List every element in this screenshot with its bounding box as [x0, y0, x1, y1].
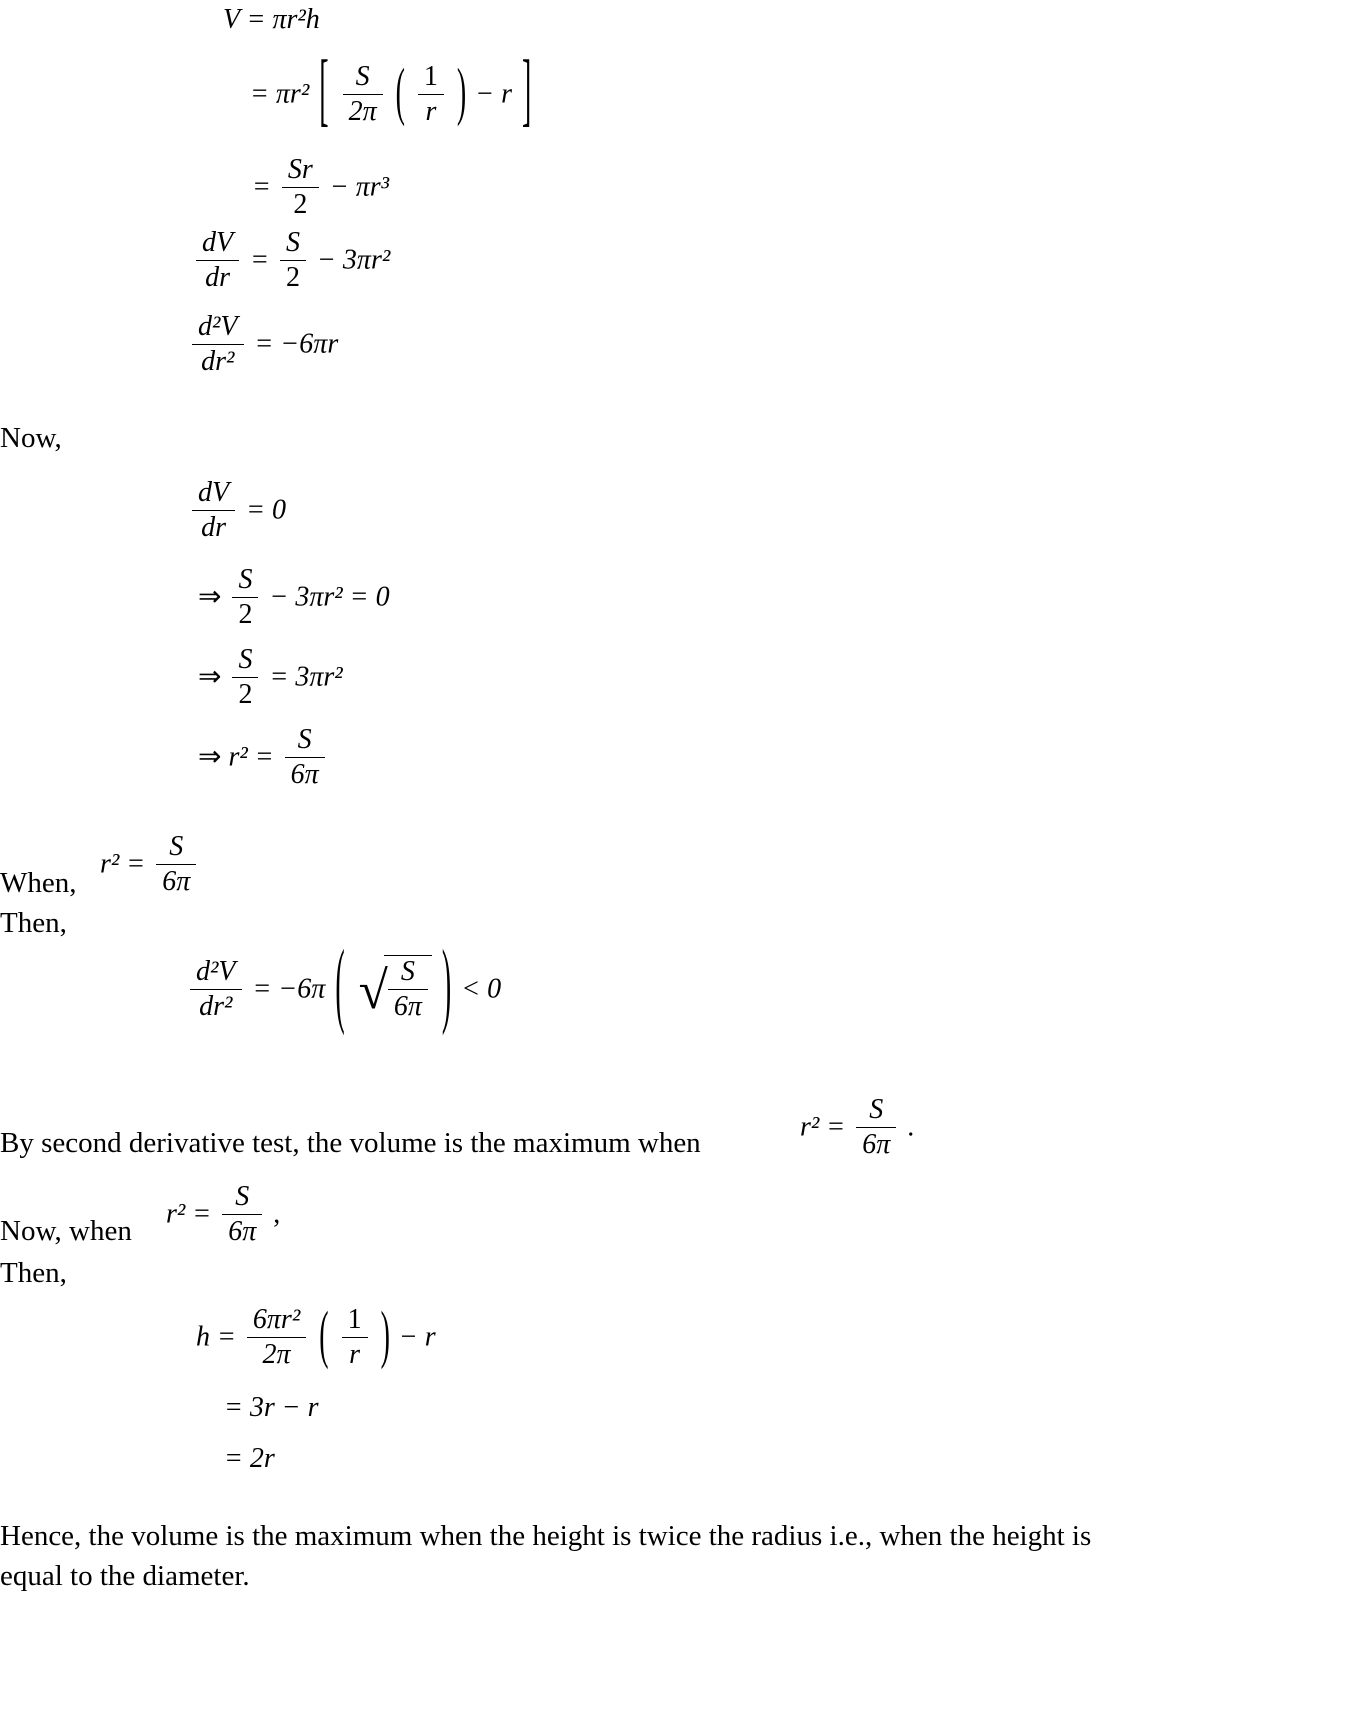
equation-inline-r-squared-2 [166, 1182, 280, 1250]
fraction-denominator: 6π [290, 758, 319, 790]
comma: , [273, 1198, 281, 1230]
fraction-numerator: S [285, 723, 325, 758]
fraction-s-over-2 [232, 643, 258, 711]
fraction-numerator: S [388, 955, 428, 990]
square-root [355, 955, 432, 1025]
text-when-label: When, [0, 867, 77, 899]
left-bracket: [ [319, 46, 329, 137]
fraction-denominator: 6π [393, 990, 422, 1022]
fraction-dv-over-dr [196, 226, 239, 294]
fraction-numerator: dV [196, 226, 239, 261]
equation-second-derivative [188, 312, 338, 380]
now-when-label: Now, when [0, 1215, 132, 1247]
fraction-denominator: 6π [162, 865, 191, 897]
fraction-denominator: 2 [293, 188, 308, 220]
fraction-denominator: r [349, 1338, 361, 1370]
equation-height [196, 1299, 436, 1373]
equals-sign: = [250, 78, 269, 110]
fraction-denominator: 2π [262, 1338, 291, 1370]
fraction-numerator: S [232, 643, 258, 678]
equation-volume-simplified [252, 155, 389, 223]
text-conclusion-line-1 [0, 1518, 1091, 1554]
fraction-s-over-6pi [222, 1180, 262, 1248]
pi-r-squared: πr² [275, 78, 310, 110]
left-paren: ( [319, 1299, 329, 1372]
height-step2-text: = 3r − r [224, 1392, 319, 1423]
text-when [0, 865, 77, 901]
fraction-d2v-over-dr2 [192, 310, 244, 378]
r-squared-equals: r² = [166, 1198, 212, 1230]
equals-zero: = 0 [246, 494, 287, 526]
left-paren: ( [335, 933, 345, 1039]
equation-second-derivative-test [186, 933, 502, 1039]
equation-first-derivative [192, 228, 390, 296]
equals-minus-six-pi: = −6π [252, 973, 326, 1005]
fraction-s-over-2 [232, 563, 258, 631]
fraction-denominator: 2π [348, 95, 377, 127]
minus-r: − r [398, 1321, 436, 1353]
fraction-numerator: S [856, 1093, 896, 1128]
equation-inline-r-squared-1 [800, 1095, 914, 1163]
implication-1-rhs: − 3πr² = 0 [269, 581, 390, 613]
minus-three-pi-r-squared: − 3πr² [317, 244, 391, 276]
right-paren: ) [380, 1299, 390, 1372]
text-then-2 [0, 1255, 67, 1291]
period: . [907, 1111, 915, 1143]
conclusion-sentence-part1: Hence, the volume is the maximum when the height is twice the radius i.e., when the height is [0, 1520, 1092, 1552]
fraction-numerator: Sr [282, 153, 319, 188]
fraction-numerator: dV [192, 476, 235, 511]
fraction-numerator: d²V [192, 310, 244, 345]
equation-volume-substituted [250, 46, 534, 137]
minus-r: − r [475, 78, 513, 110]
equation-height-step2 [224, 1392, 319, 1424]
implies-arrow: ⇒ [198, 741, 222, 773]
fraction-denominator: dr [201, 511, 226, 543]
fraction-denominator: 2 [238, 678, 253, 710]
implies-arrow: ⇒ [198, 661, 222, 693]
fraction-s-over-6pi [156, 830, 196, 898]
r-squared-equals: r² = [800, 1111, 846, 1143]
fraction-numerator: 6πr² [247, 1303, 306, 1338]
fraction-denominator: 2 [238, 598, 253, 630]
equation-when-condition [100, 832, 200, 900]
minus-pi-r-cubed: − πr³ [329, 171, 390, 203]
fraction-numerator: 1 [418, 60, 444, 95]
equals-sign: = [252, 171, 271, 203]
fraction-dv-over-dr [192, 476, 235, 544]
fraction-one-over-r [418, 60, 444, 128]
text-conclusion-line-2 [0, 1558, 250, 1594]
fraction-numerator: d²V [190, 955, 242, 990]
text-now-label: Now, [0, 422, 62, 454]
left-paren: ( [395, 56, 405, 129]
fraction-numerator: S [156, 830, 196, 865]
fraction-denominator: dr² [199, 990, 233, 1022]
implies-arrow: ⇒ [198, 581, 222, 613]
equation-implication-1 [198, 565, 390, 633]
right-bracket: ] [522, 46, 532, 137]
fraction-denominator: 2 [286, 261, 301, 293]
fraction-denominator: r [425, 95, 437, 127]
fraction-6pir2-over-2pi [247, 1303, 306, 1371]
equals-sign: = [250, 244, 270, 276]
fraction-sr-over-2 [282, 153, 319, 221]
second-derivative-sentence: By second derivative test, the volume is the maximum when [0, 1127, 701, 1159]
equation-volume-text: V = πr²h [223, 4, 320, 35]
r-squared-equals: r² = [228, 741, 274, 773]
conclusion-sentence-part2: equal to the diameter. [0, 1560, 250, 1592]
fraction-s-over-6pi [856, 1093, 896, 1161]
fraction-s-over-6pi [285, 723, 325, 791]
text-then-1 [0, 905, 67, 941]
fraction-denominator: dr² [201, 345, 235, 377]
fraction-numerator: 1 [342, 1303, 368, 1338]
fraction-denominator: dr [205, 261, 230, 293]
fraction-numerator: S [232, 563, 258, 598]
radical-sign: √ [358, 960, 388, 1020]
height-step3-text: = 2r [224, 1443, 275, 1473]
equation-derivative-zero [188, 478, 286, 546]
fraction-s-over-6pi [388, 955, 428, 1023]
fraction-s-over-2 [280, 226, 306, 294]
text-then-label: Then, [0, 907, 67, 939]
text-now [0, 420, 62, 456]
right-paren: ) [456, 56, 467, 129]
fraction-denominator: 6π [862, 1128, 891, 1160]
text-now-when [0, 1213, 132, 1249]
right-paren: ) [441, 933, 452, 1039]
fraction-one-over-r [342, 1303, 368, 1371]
equation-height-step3 [224, 1443, 275, 1473]
fraction-numerator: S [222, 1180, 262, 1215]
fraction-numerator: S [280, 226, 306, 261]
less-than-zero: < 0 [461, 973, 502, 1005]
fraction-numerator: S [343, 60, 383, 95]
equation-implication-3 [198, 725, 329, 793]
implication-2-rhs: = 3πr² [269, 661, 343, 693]
text-then-label: Then, [0, 1257, 67, 1289]
fraction-denominator: 6π [228, 1215, 257, 1247]
text-second-derivative-conclusion [0, 1125, 701, 1161]
fraction-d2v-over-dr2 [190, 955, 242, 1023]
r-squared-equals: r² = [100, 848, 146, 880]
equation-volume [223, 4, 320, 36]
second-derivative-rhs: = −6πr [254, 328, 339, 360]
equation-implication-2 [198, 645, 343, 713]
radical-body [384, 955, 432, 1025]
h-equals: h = [196, 1321, 236, 1353]
fraction-s-over-2pi [343, 60, 383, 128]
